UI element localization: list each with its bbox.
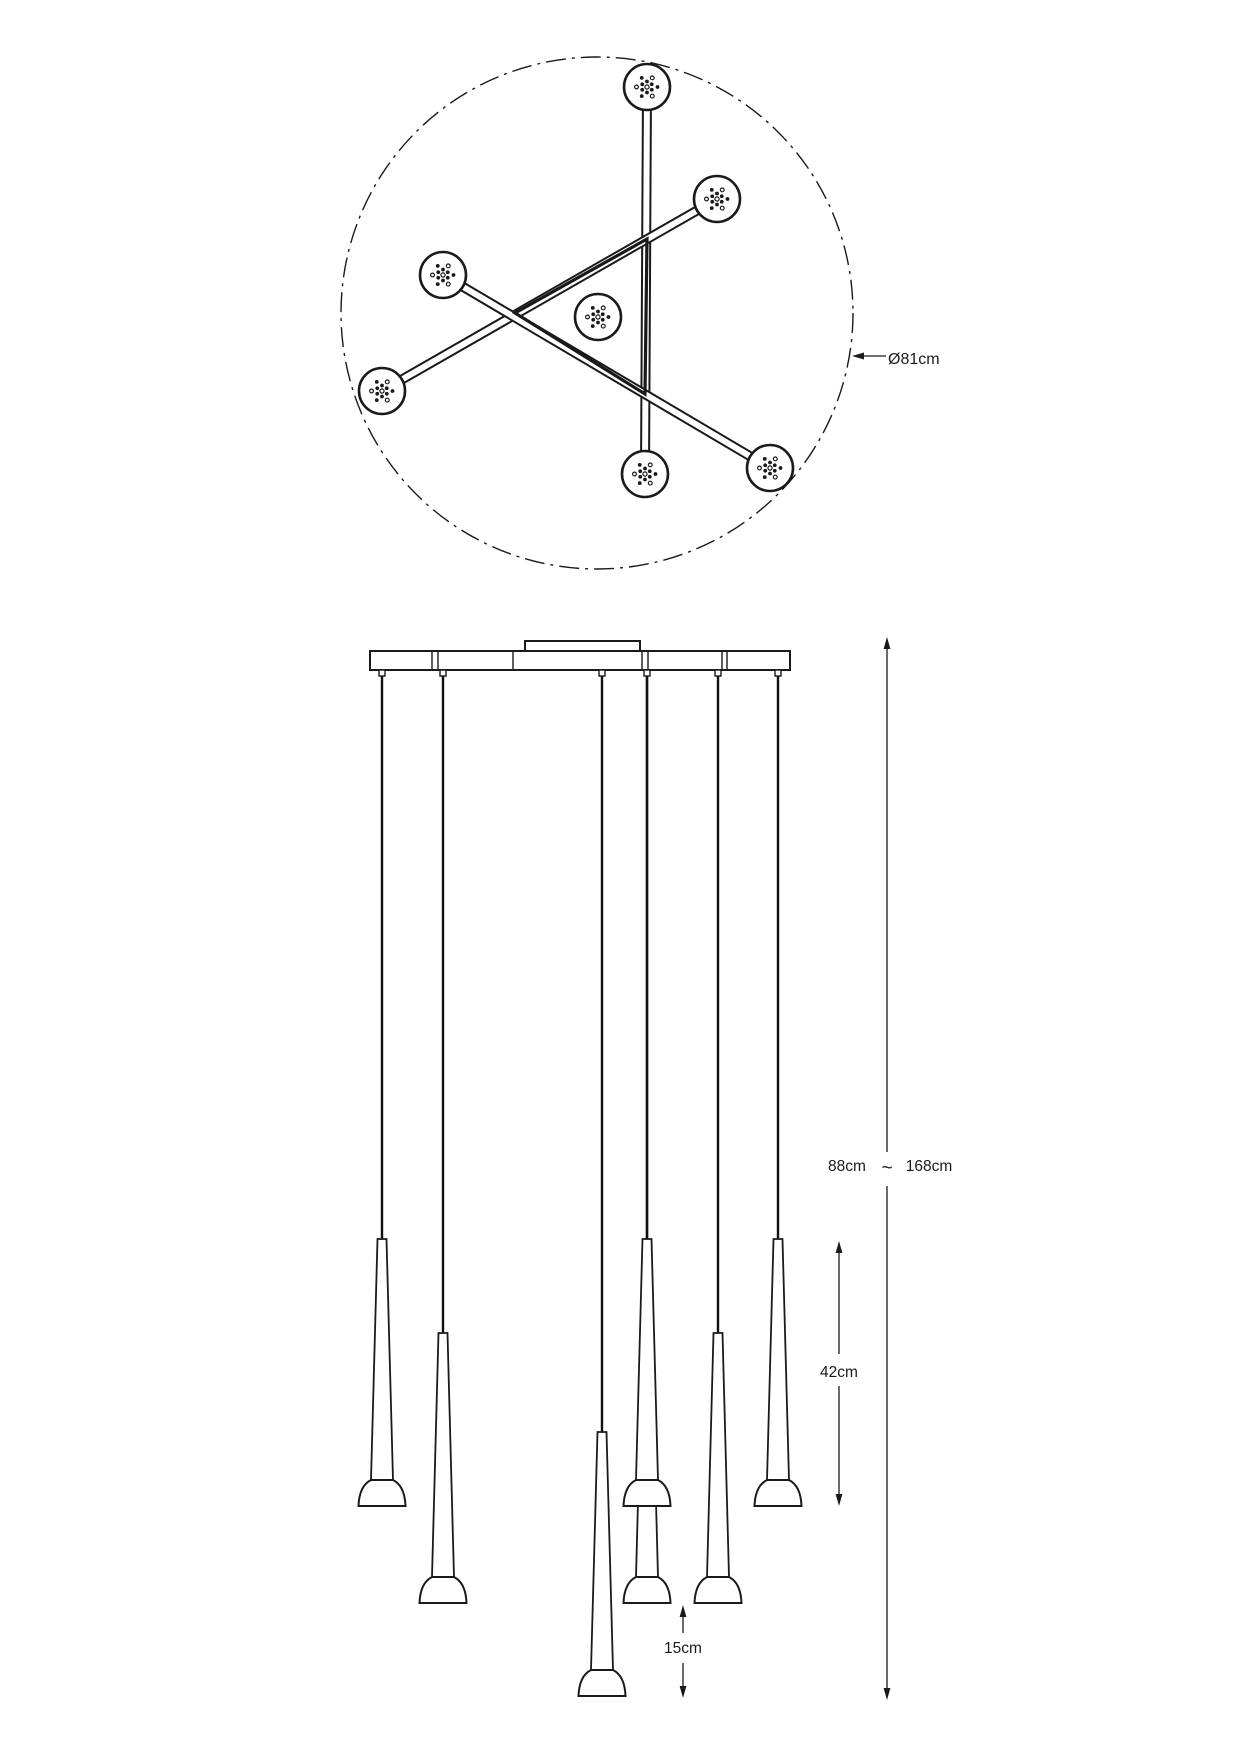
arrow-up-icon [680,1605,687,1617]
lamp-head [420,252,466,298]
lamp-head [359,368,405,414]
top-view [341,57,940,569]
pendant [579,670,626,1696]
drop-step-label: 15cm [664,1640,702,1657]
side-view [359,637,953,1700]
pendant [755,670,802,1506]
cable-connector [644,670,650,676]
cable-connector [379,670,385,676]
pendant-bell [624,1577,671,1603]
arrow-down-icon [836,1494,843,1506]
dimension-drop-step [664,1605,702,1698]
pendant-cone [371,1239,393,1480]
lamp-head [622,451,668,497]
pendant [420,670,467,1603]
arrow-up-icon [836,1241,843,1253]
pendant-bell [755,1480,802,1506]
height-min-label: 88cm [828,1158,866,1175]
dimension-overall-height [828,637,952,1700]
pendant-bell [420,1577,467,1603]
pendant-cone [432,1333,454,1577]
pendant-cone [636,1239,658,1480]
cable-connector [775,670,781,676]
height-max-label: 168cm [905,1158,953,1175]
lamp-head [694,176,740,222]
pendant-bell [359,1480,406,1506]
cable-connector [715,670,721,676]
shade-length-label: 42cm [820,1364,858,1381]
pendant-bell [579,1670,626,1696]
pendant-cone [767,1239,789,1480]
dimension-shade-length [820,1241,858,1506]
arrow-down-icon [884,1688,891,1700]
pendant-cone [591,1432,613,1670]
arrow-up-icon [884,637,891,649]
lamp-head [747,445,793,491]
pendant [359,670,406,1506]
lamp-head [624,64,670,110]
pendant [624,676,671,1506]
diameter-label: Ø81cm [888,351,940,368]
cable-connector [599,670,605,676]
lamp-head [575,294,621,340]
ceiling-canopy [525,641,640,651]
pendant-bell [695,1577,742,1603]
diameter-annotation [852,351,940,368]
pendant [695,670,742,1603]
pendant-cone [707,1333,729,1577]
cable-connector [440,670,446,676]
arrow-left-icon [852,353,864,360]
arrow-down-icon [680,1686,687,1698]
height-range-tilde: ~ [881,1158,893,1179]
pendant-bell [624,1480,671,1506]
